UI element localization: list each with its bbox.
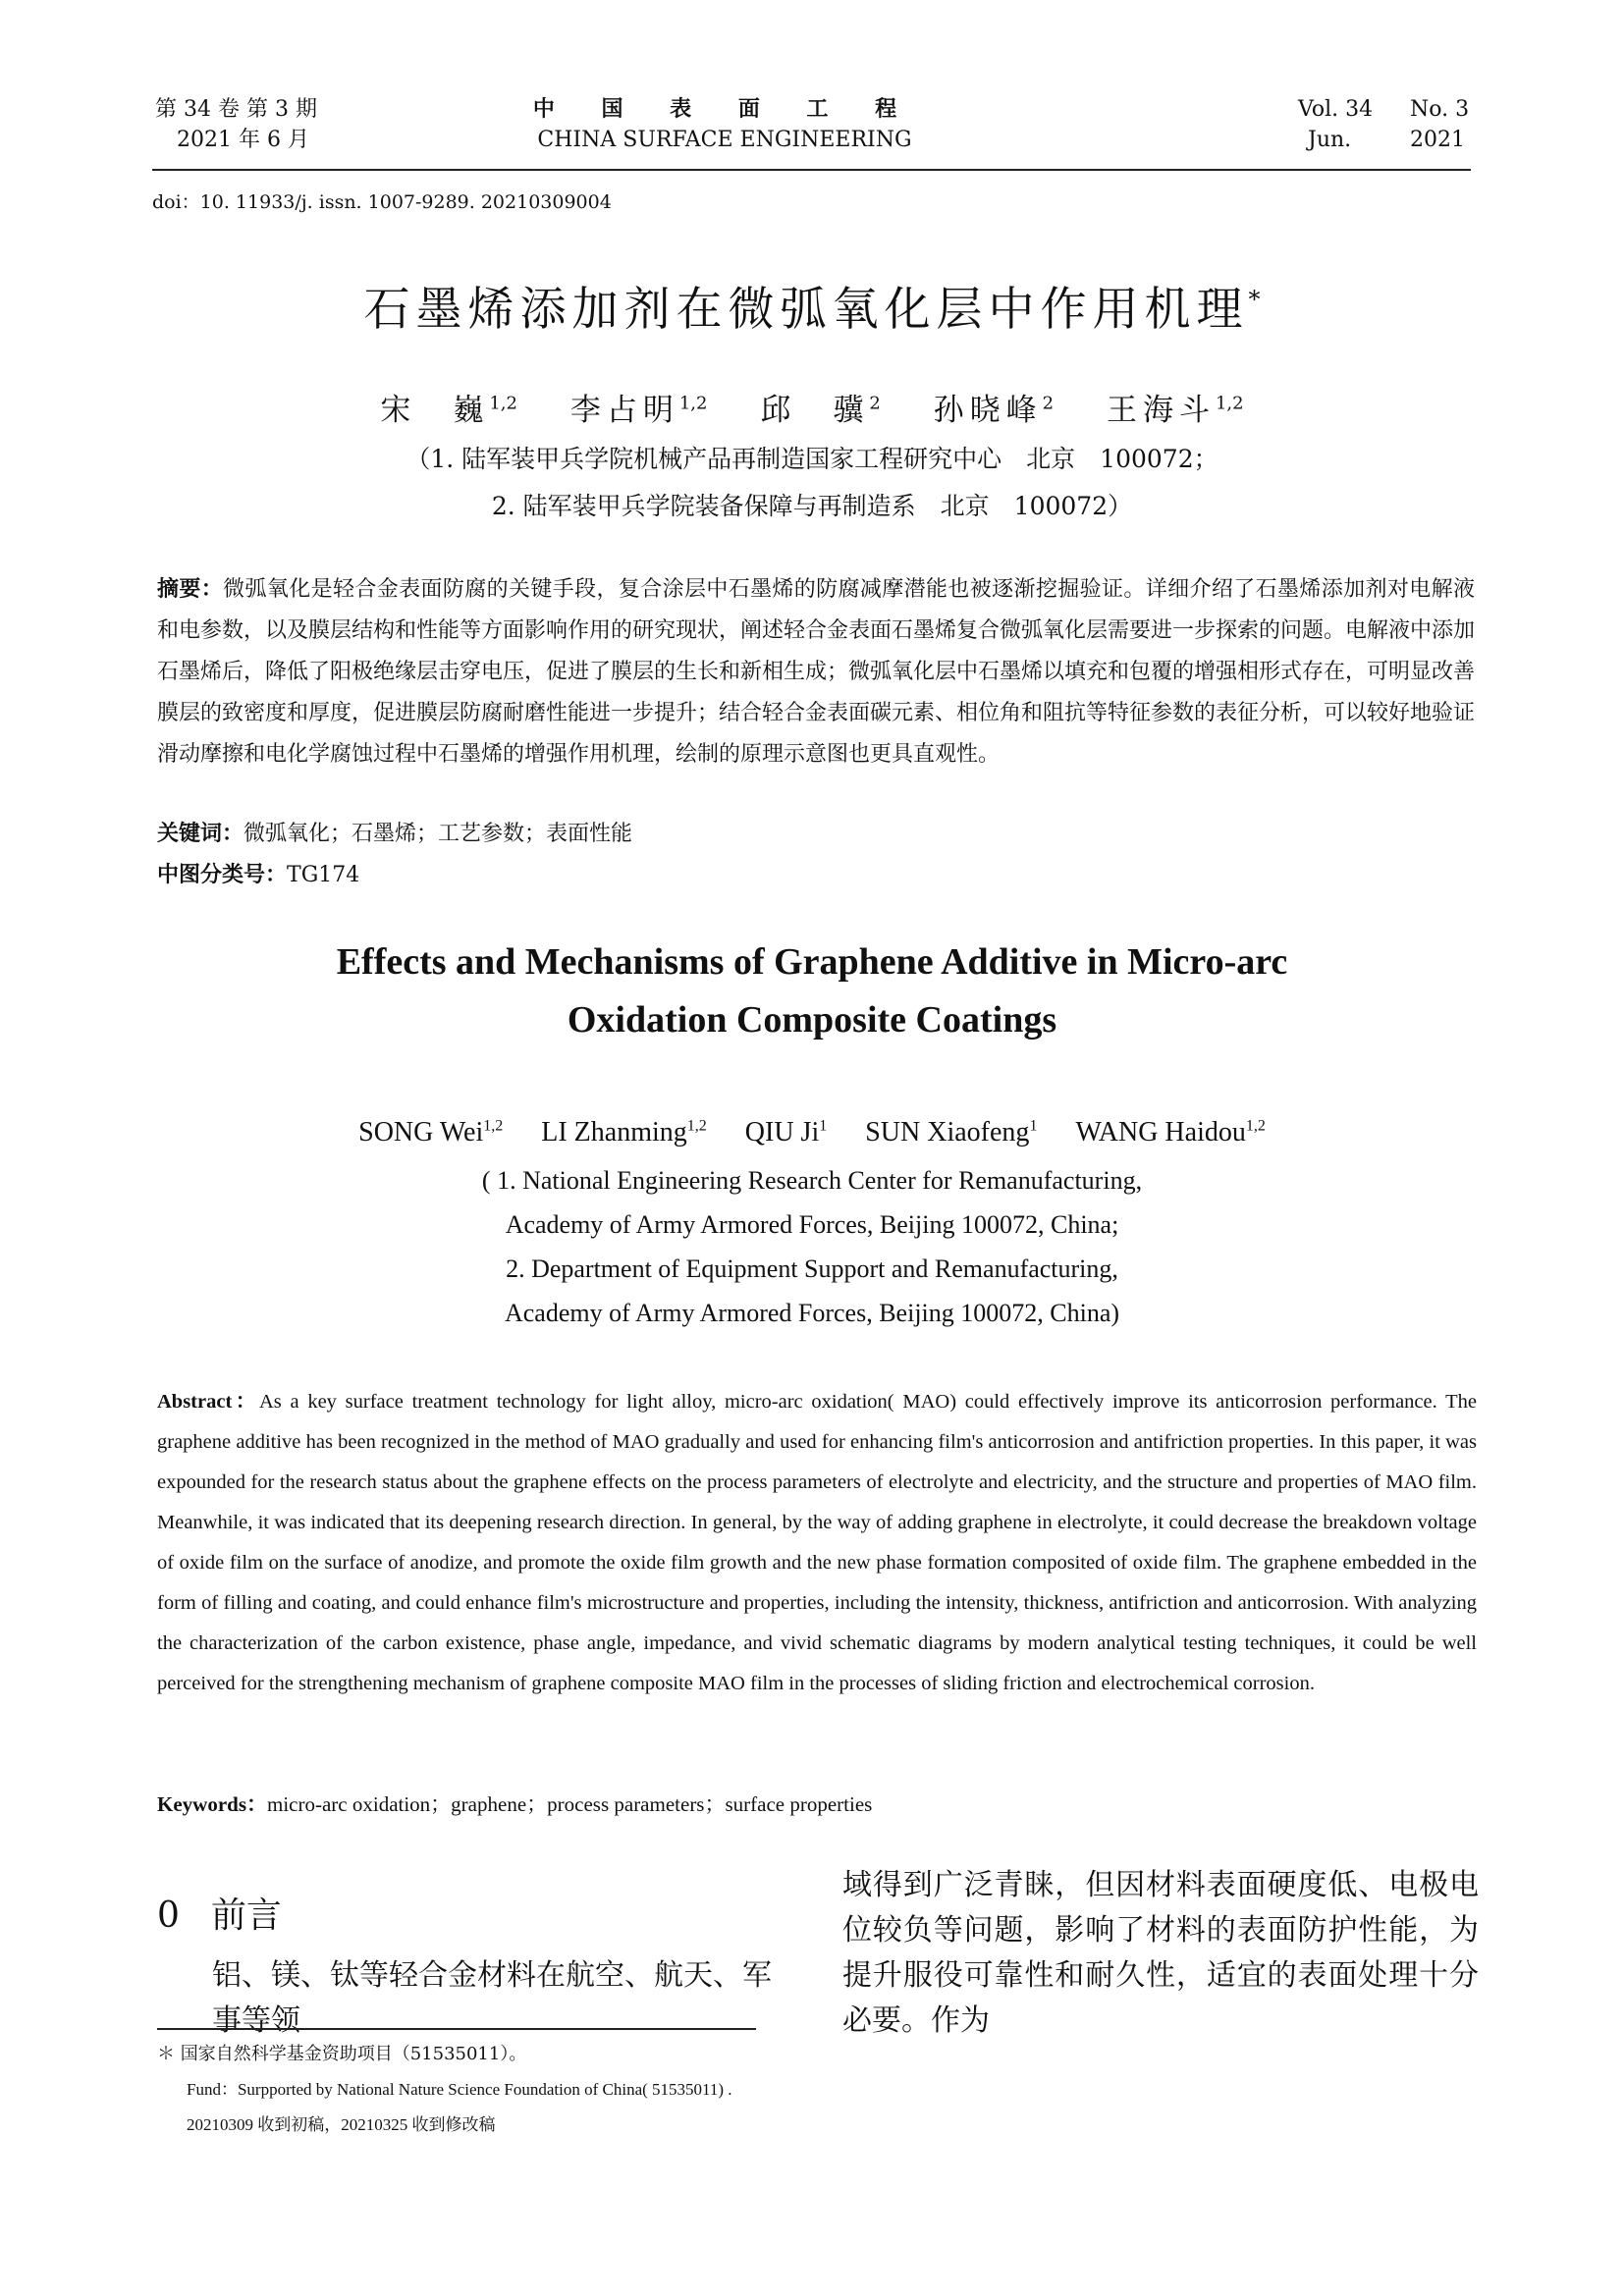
section-heading	[157, 1888, 282, 1938]
author-cn: 邱 骥$^2$	[760, 393, 881, 428]
author-en: LI Zhanming$^{1,2}$	[541, 1117, 707, 1148]
body-text-right: 域得到广泛青睐，但因材料表面硬度低、电极电位较负等问题，影响了材料的表面防护性能，为提升服役可靠性和耐久性，适宜的表面处理十分必要。作为	[842, 1868, 1479, 2038]
title-cn	[0, 273, 1624, 339]
author-en: WANG Haidou$^{1,2}$	[1075, 1117, 1266, 1148]
footnote-rule	[157, 2028, 756, 2030]
doi: doi：10. 11933/j. issn. 1007-9289. 20210309004	[152, 191, 612, 213]
abstract-en-label: Abstract：	[157, 1391, 259, 1413]
journal-name-cn: 中 国 表 面 工 程	[532, 96, 917, 122]
abstract-cn-text: 微弧氧化是轻合金表面防腐的关键手段，复合涂层中石墨烯的防腐减摩潜能也被逐渐挖掘验证。详细介绍了石墨烯添加剂对电解液和电参数，以及膜层结构和性能等方面影响作用的研究现状，阐述轻合金表面石墨烯复合微弧氧化层需要进一步探索的问题。电解液中添加石墨烯后，降低了阳极绝缘层击穿电压，促进了膜层的生长和新相生成；微弧氧化层中石墨烯以填充和包覆的增强相形式存在，可明显改善膜层的致密度和厚度，促进膜层防腐耐磨性能进一步提升；结合轻合金表面碳元素、相位角和阻抗等特征参数的表征分析，可以较好地验证滑动摩擦和电化学腐蚀过程中石墨烯的增强作用机理，绘制的原理示意图也更具直观性。	[157, 577, 1476, 767]
journal-name-en: CHINA SURFACE ENGINEERING	[537, 128, 912, 152]
classification-code: TG174	[287, 863, 360, 887]
author-en: SONG Wei$^{1,2}$	[358, 1117, 504, 1148]
author-en: QIU Ji$^1$	[744, 1117, 828, 1148]
classification-label: 中图分类号：	[157, 863, 288, 887]
abstract-cn-label: 摘要：	[157, 577, 224, 602]
abstract-en-text: As a key surface treatment technology for light alloy, micro-arc oxidation( MAO) could effectively improve its anticorrosion performance. The graphene additive has been recognized in the method of MAO gradually and used for enhancing film's anticorrosion and antifriction properties. In this paper, it was expounded for the research status about the graphene effects on the process parameters of electrolyte and electricity, and the structure and properties of MAO film. Meanwhile, it was indicated that its deepening research direction. In general, by the way of adding graphene in electrolyte, it could decrease the breakdown voltage of oxide film on the surface of anodize, and promote the oxide film growth and the new phase formation composited of oxide film. The graphene embedded in the form of filling and coating, and could enhance film's microstructure and properties, including the intensity, thickness, antifriction and anticorrosion. With analyzing the characterization of the carbon existence, phase angle, impedance, and vivid schematic diagrams by modern analytical testing techniques, it could be well perceived for the strengthening mechanism of graphene composite MAO film in the processes of sliding friction and electrochemical corrosion.	[157, 1391, 1477, 1694]
author-cn: 宋 巍$^{1,2}$	[380, 393, 517, 428]
header-rule	[152, 169, 1471, 171]
title-footnote-mark: *	[1248, 286, 1261, 313]
affiliation-en-1: ( 1. National Engineering Research Center for Remanufacturing,	[481, 1166, 1143, 1195]
author-en: SUN Xiaofeng$^1$	[865, 1117, 1038, 1148]
keywords-cn-text: 微弧氧化；石墨烯；工艺参数；表面性能	[244, 822, 633, 846]
header-number	[1410, 94, 1469, 155]
number: No. 3	[1410, 97, 1470, 122]
keywords-cn-label: 关键词：	[157, 822, 244, 846]
author-cn: 孙晓峰$^2$	[933, 393, 1055, 428]
section-title: 前言	[210, 1896, 282, 1936]
month: Jun.	[1308, 128, 1352, 152]
authors-cn	[0, 385, 1624, 429]
issue-info: 第 34 卷 第 3 期	[155, 97, 317, 122]
keywords-en	[157, 1789, 872, 1818]
title-en-line-1: Effects and Mechanisms of Graphene Additive in Micro-arc	[336, 941, 1288, 983]
classification-cn	[157, 858, 359, 888]
affiliation-cn-1: （1. 陆军装甲兵学院机械产品再制造国家工程研究中心 北京 100072；	[406, 445, 1218, 473]
title-en-line-2: Oxidation Composite Coatings	[567, 999, 1057, 1041]
title-cn-text: 石墨烯添加剂在微弧氧化层中作用机理	[363, 283, 1249, 337]
author-cn: 王海斗$^{1,2}$	[1106, 393, 1244, 428]
keywords-en-text: micro-arc oxidation；graphene；process parameters；surface properties	[267, 1792, 873, 1816]
affiliation-cn-2: 2. 陆军装甲兵学院装备保障与再制造系 北京 100072）	[491, 492, 1133, 520]
footnote-dates: 20210309 收到初稿，20210325 收到修改稿	[187, 2115, 496, 2134]
volume: Vol. 34	[1298, 97, 1374, 122]
footnote-fund-cn: ＊ 国家自然科学基金资助项目（51535011）。	[157, 2044, 527, 2064]
abstract-en	[157, 1382, 1477, 1704]
header-journal	[0, 94, 1449, 155]
affiliation-en-3: 2. Department of Equipment Support and Remanufacturing,	[506, 1255, 1118, 1283]
footnote-fund-en: Fund：Surpported by National Nature Science Foundation of China( 51535011) .	[187, 2080, 732, 2099]
affiliation-en-2: Academy of Army Armored Forces, Beijing 100072, China;	[505, 1210, 1119, 1239]
abstract-cn	[157, 569, 1475, 775]
year: 2021	[1410, 128, 1465, 152]
author-cn: 李占明$^{1,2}$	[569, 393, 708, 428]
keywords-en-label: Keywords：	[157, 1792, 267, 1816]
header-volume	[1298, 94, 1373, 155]
authors-en	[0, 1117, 1624, 1148]
issue-date: 2021 年 6 月	[177, 128, 309, 152]
affiliation-en-4: Academy of Army Armored Forces, Beijing 100072, China)	[504, 1299, 1120, 1327]
keywords-cn	[157, 817, 632, 847]
section-number: 0	[157, 1896, 180, 1936]
body-text-left: 铝、镁、钛等轻合金材料在航空、航天、军事等领	[212, 1958, 772, 2038]
